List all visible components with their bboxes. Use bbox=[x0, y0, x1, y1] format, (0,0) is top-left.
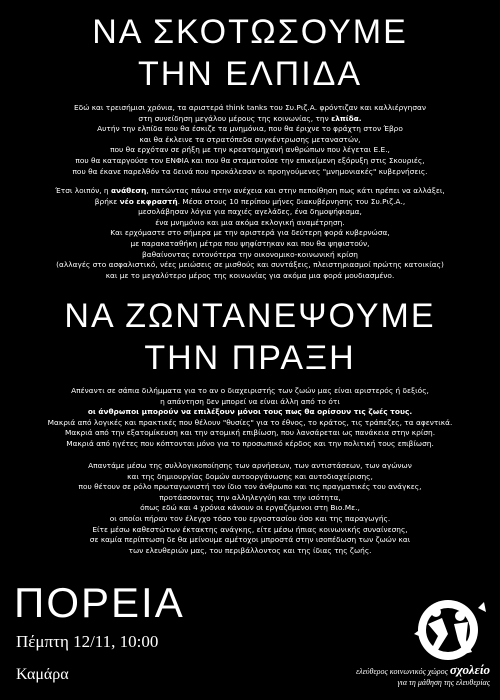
text-segment: Μακριά από την εξατομίκευση και την ατομική επιβίωση, που λανσάρεται ως πανάκεια στην κρίση. bbox=[64, 428, 436, 438]
text-line bbox=[20, 493, 480, 504]
text-segment: και της δημιουργίας δομών αυτοοργάνωσης και αυτοδιαχείρισης, bbox=[127, 471, 373, 481]
text-segment: που θα καταργούσε τον ΕΝΦΙΑ και που θα σταματούσε την επικείμενη εξόρυξη στις Σκουριές, bbox=[75, 155, 425, 165]
text-segment: η απάντηση δεν μπορεί να είναι άλλη από το ότι bbox=[160, 396, 340, 406]
text-line bbox=[20, 428, 480, 439]
text-line bbox=[20, 260, 480, 271]
text-line bbox=[20, 525, 480, 536]
text-line bbox=[20, 124, 480, 135]
paragraph-3 bbox=[20, 386, 480, 450]
march-title: ΠΟΡΕΙΑ bbox=[14, 579, 185, 626]
text-line bbox=[20, 407, 480, 418]
text-line bbox=[20, 482, 480, 493]
bold-text-segment: ανάθεση bbox=[110, 186, 147, 195]
text-line bbox=[20, 114, 480, 125]
text-segment: ένα μνημόνιο και μια ακόμα εκλογική αναμέτρηση. bbox=[155, 217, 345, 227]
text-line bbox=[20, 535, 480, 546]
footer-name: σχολείο bbox=[449, 662, 490, 677]
heading-2-line2: ΤΗΝ ΠΡΑΞΗ bbox=[144, 339, 356, 377]
footer-tagline: για τη μάθηση της ελευθερίας bbox=[397, 678, 490, 687]
text-segment: βαθαίνοντας εντονότερα την οικονομικο-κοινωνική κρίση bbox=[142, 249, 358, 259]
text-line bbox=[20, 186, 480, 197]
text-line bbox=[20, 461, 480, 472]
footer-organization bbox=[356, 664, 490, 688]
text-segment: . Μέσα στους 10 περίπου μήνες διακυβέρνησης του Συ.Ριζ.Α., bbox=[177, 196, 406, 206]
text-line bbox=[20, 135, 480, 146]
paragraph-4 bbox=[20, 461, 480, 556]
text-line bbox=[20, 167, 480, 178]
text-line bbox=[20, 197, 480, 208]
text-line bbox=[20, 439, 480, 450]
bold-text-segment: ελπίδα. bbox=[331, 113, 362, 123]
heading-2-line1: ΝΑ ΖΩΝΤΑΝΕΨΟΥΜΕ bbox=[64, 297, 436, 335]
text-segment: Απέναντι σε σάπια διλήμματα για το αν ο διαχειριστής των ζωών μας είναι αριστερός ή δεξιός, bbox=[71, 386, 429, 395]
text-line bbox=[20, 207, 480, 218]
text-line bbox=[20, 418, 480, 429]
text-line bbox=[20, 228, 480, 239]
march-date-time: Πέμπτη 12/11, 10:00 bbox=[16, 632, 159, 651]
text-segment: Αυτήν την ελπίδα που θα έσκιζε τα μνημόνια, που θα έριχνε το φράχτη στον Έβρο bbox=[97, 124, 403, 134]
text-segment: , πατώντας πάνω στην ανέχεια και στην πεποίθηση πως κάτι πρέπει να αλλάξει, bbox=[146, 186, 445, 195]
text-line bbox=[20, 271, 480, 282]
figures-logo-icon bbox=[408, 594, 488, 664]
text-segment: μεσολάβησαν λόγια για παχιές αγελάδες, ένα δημοψήφισμα, bbox=[138, 207, 362, 217]
text-line bbox=[20, 145, 480, 156]
text-segment: που θα έκανε παρελθόν τα δεινά που προκάλεσαν οι προηγούμενες "μνημονιακές" κυβερνήσεις. bbox=[72, 166, 428, 176]
text-segment: και με το μεγαλύτερο μέρος της κοινωνίας για ακόμα μια φορά μουδιασμένο. bbox=[105, 270, 395, 280]
text-segment: Απαντάμε μέσω της συλλογικοποίησης των αρνήσεων, των αντιστάσεων, των αγώνων bbox=[88, 461, 412, 470]
text-segment: με παρακαταθήκη μέτρα που ψηφίστηκαν και που θα ψηφιστούν, bbox=[130, 238, 370, 248]
text-segment: Εδώ και τρεισήμισι χρόνια, τα αριστερά think tanks του Συ.Ριζ.Α. φρόντιζαν και καλλιέργησαν bbox=[73, 103, 427, 112]
text-segment: των ελευθεριών μας, του περιβάλλοντος και της ίδιας της ζωής. bbox=[128, 545, 372, 555]
text-segment: που θέτουν σε ρόλο πρωταγωνιστή τον ίδιο τον άνθρωπο και τις πραγματικές του ανάγκες, bbox=[78, 482, 422, 492]
march-location: Καμάρα bbox=[16, 666, 69, 683]
footer-prefix: ελεύθερος κοινωνικός χώρος bbox=[356, 667, 448, 676]
text-line bbox=[20, 514, 480, 525]
text-segment: που θα ερχόταν σε ρήξη με την κρεατομηχανή ανθρώπων που λέγεται Ε.Ε., bbox=[110, 145, 390, 155]
text-segment: Και ερχόμαστε στο σήμερα με την αριστερά για δεύτερη φορά κυβερνώσα, bbox=[110, 228, 390, 238]
text-segment: οι οποίοι πήραν τον έλεγχο τόσο του εργοστασίου όσο και της παραγωγής. bbox=[109, 513, 391, 523]
text-line bbox=[20, 250, 480, 261]
text-line bbox=[20, 546, 480, 557]
text-segment: Είτε μέσω καθεστώτων έκτακτης ανάγκης, είτε μέσω ήπιας κοινωνικής συναίνεσης, bbox=[92, 524, 408, 534]
text-line bbox=[20, 239, 480, 250]
text-segment: και θα έκλεινε τα στρατόπεδα συγκέντρωσης μεταναστών, bbox=[139, 134, 361, 144]
text-segment: (αλλαγές στο ασφαλιστικό, νέες μειώσεις σε μισθούς και συντάξεις, πλειστηριασμοί πρώτης κατοικίας) bbox=[56, 260, 444, 270]
text-segment: Έτσι λοιπόν, η bbox=[55, 186, 111, 195]
text-line bbox=[20, 397, 480, 408]
text-segment: στη συνείδηση μεγάλου μέρους της κοινωνίας, την bbox=[138, 113, 332, 123]
text-line bbox=[20, 103, 480, 114]
text-line bbox=[20, 472, 480, 483]
text-line bbox=[20, 386, 480, 397]
paragraph-2 bbox=[20, 186, 480, 281]
text-line bbox=[20, 218, 480, 229]
text-segment: Μακριά από λογικές και πρακτικές που θέλουν "θυσίες" για το έθνος, το κράτος, τις τράπεζες, τα αφεντικά. bbox=[47, 417, 453, 427]
text-line bbox=[20, 156, 480, 167]
bold-text-segment: οι άνθρωποι μπορούν να επιλέξουν μόνοι τους πως θα ορίσουν τις ζωές τους. bbox=[87, 407, 413, 417]
heading-1-line2: ΤΗΝ ΕΛΠΙΔΑ bbox=[137, 55, 363, 93]
text-segment: προτάσσοντας την αλληλεγγύη και την ισότητα, bbox=[159, 492, 341, 502]
text-line bbox=[20, 503, 480, 514]
heading-1-line1: ΝΑ ΣΚΟΤΩΣΟΥΜΕ bbox=[92, 13, 408, 51]
text-segment: Μακριά από ηγέτες που κόπτονται μόνο για το προσωπικό κέρδος και την πολιτική τους επιβίωση. bbox=[66, 438, 434, 448]
paragraph-1 bbox=[20, 103, 480, 177]
text-segment: όπως εδώ και 4 χρόνια κάνουν οι εργαζόμενοι στη Βιο.Με., bbox=[140, 503, 360, 513]
bold-text-segment: νέο εκφραστή bbox=[119, 196, 178, 206]
text-segment: σε καμία περίπτωση δε θα μείνουμε αμέτοχοι μπροστά στην ισοπέδωση των ζωών και bbox=[89, 535, 411, 545]
text-segment: βρήκε bbox=[94, 196, 120, 206]
